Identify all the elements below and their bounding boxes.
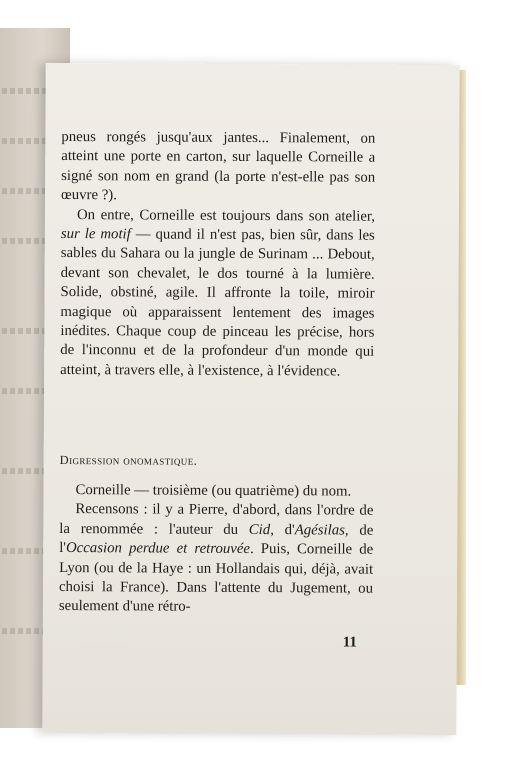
text-run: . Puis, Corneille de Lyon (ou de la Haye : un Hollandais qui, déjà, avait choisi la France). Dans l'attente du Jugement, ou seulement d'une rétro- (58, 541, 374, 616)
italic-text: Cid (248, 521, 271, 538)
italic-text: Agésilas (294, 522, 345, 539)
book-page (42, 63, 460, 735)
text-block-1 (60, 128, 375, 382)
text-run: — quand il n'est pas, bien sûr, dans les sables du Sahara ou la jungle de Surinam ... Debout, devant son chevalet, le dos tourné à la lumière. Solide, obstiné, agile. Il affronte la toile, miroir magique où apparaissent lentement des images inédites. Chaque coup de pinceau les précise, hors de l'inconnu et de la profondeur d'un monde qui atteint, à travers elle, à l'existence, à l'évidence. (60, 226, 375, 380)
text-run: On entre, Corneille est toujours dans son atelier, (76, 206, 376, 225)
paragraph: pneus rongés jusqu'aux jantes... Finalement, on atteint une porte en carton, sur laquelle Corneille a signé son nom en grand (la porte n'est-elle pas son œuvre ?). (61, 129, 376, 204)
page-number: 11 (342, 634, 357, 651)
text-run: , d' (270, 521, 295, 539)
paragraph (59, 500, 374, 618)
italic-text: Occasion perdue et retrouvée (65, 540, 251, 558)
text-run: , de l' (59, 522, 374, 557)
paragraph (60, 206, 375, 382)
paragraph: Corneille — troisième (ou quatrième) du nom. (75, 482, 352, 500)
text-run: Recensons : il y a Pierre, d'abord, dans l'ordre de la renommée : l'auteur du (59, 501, 374, 538)
text-block-2 (59, 481, 374, 618)
italic-text: sur le motif (60, 226, 131, 243)
section-heading: Digression onomastique. (59, 452, 198, 468)
